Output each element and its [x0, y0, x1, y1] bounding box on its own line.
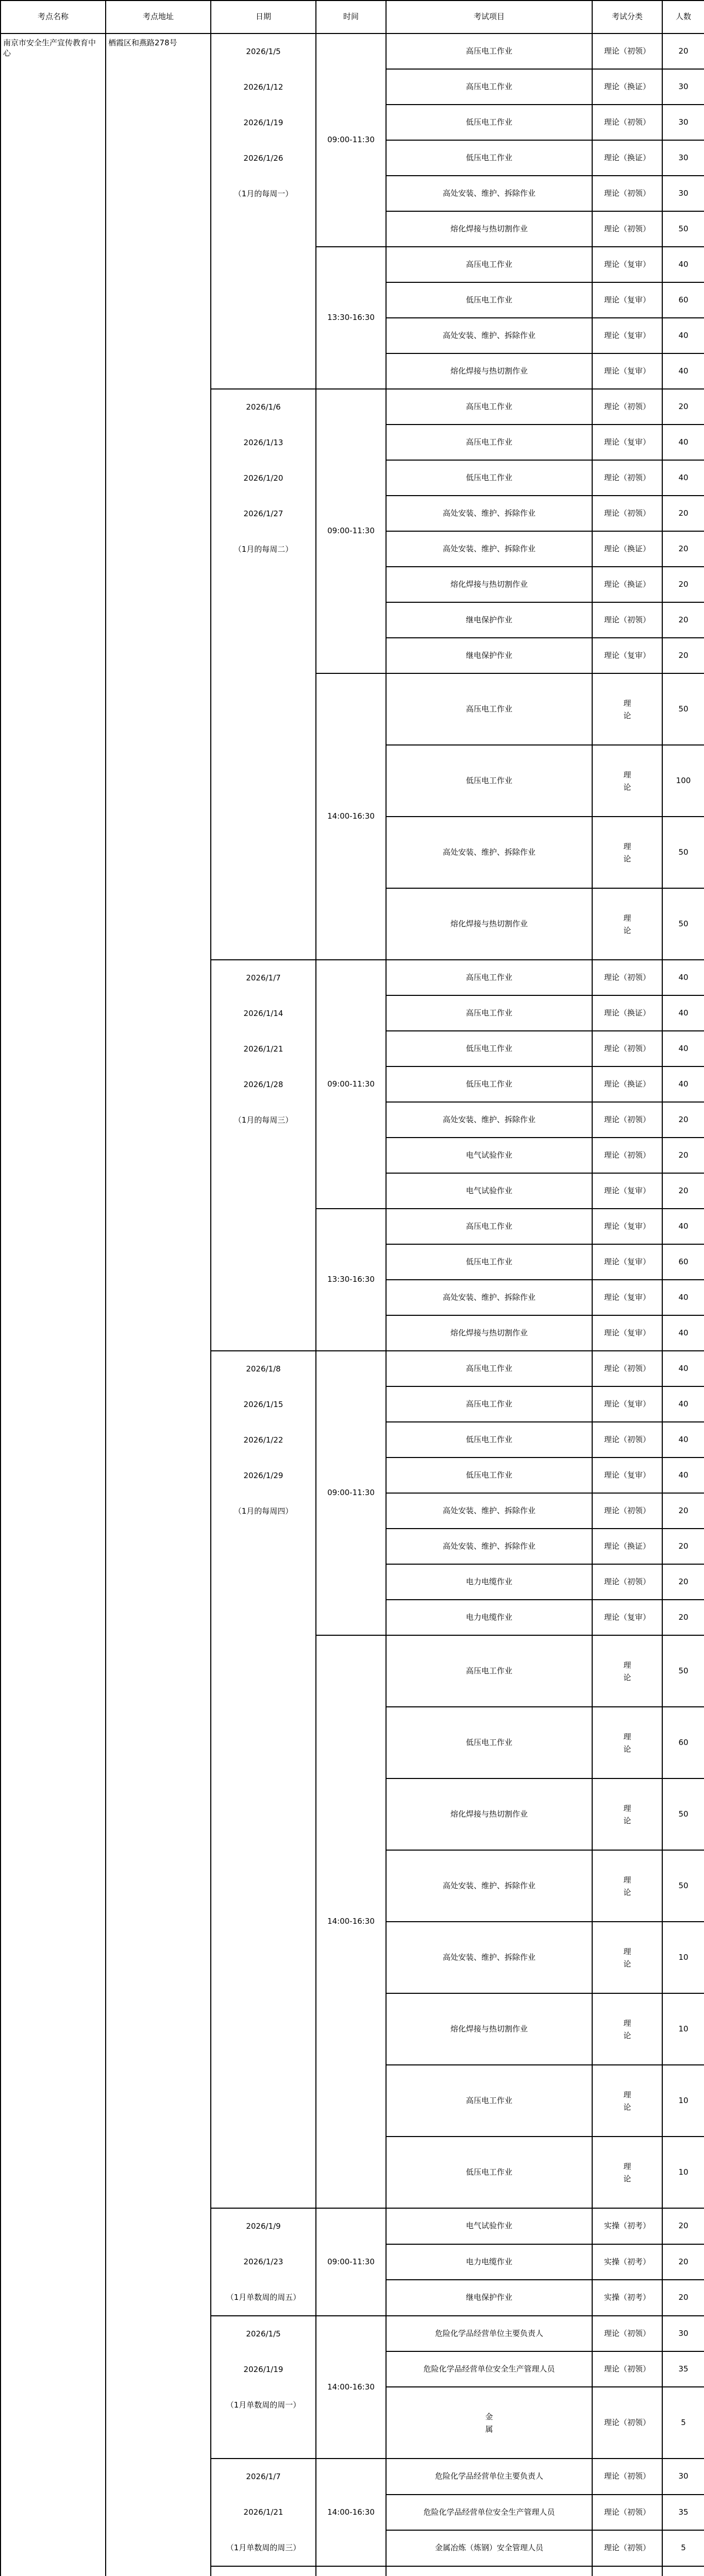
text-line: 论	[623, 782, 631, 792]
date-cell	[211, 2208, 316, 2316]
exam-item-cell: 熔化焊接与热切割作业	[386, 353, 592, 389]
exam-item-cell: 高处安装、维护、拆除作业	[386, 1922, 592, 1993]
date-line: 2026/1/14	[243, 1009, 283, 1018]
exam-category-cell	[592, 1850, 662, 1922]
exam-category-cell	[592, 745, 662, 817]
exam-category-cell: 理论（复审）	[592, 318, 662, 353]
exam-category-cell: 理论（换证）	[592, 1529, 662, 1564]
exam-item-cell: 高处安装、维护、拆除作业	[386, 531, 592, 567]
headcount-cell: 30	[662, 2316, 704, 2351]
headcount-cell: 20	[662, 1564, 704, 1600]
text-line: 理	[623, 2161, 631, 2171]
exam-item-cell: 电气试验作业	[386, 1138, 592, 1173]
exam-category-cell: 理论（初领）	[592, 33, 662, 69]
exam-category-cell	[592, 2137, 662, 2208]
exam-category-cell: 理论（初领）	[592, 960, 662, 995]
exam-category-cell: 理论（初领）	[592, 460, 662, 496]
exam-item-cell: 高压电工作业	[386, 1351, 592, 1386]
exam-category-cell	[592, 1635, 662, 1707]
time-cell: 14:00-16:30	[316, 2459, 386, 2566]
text-line: 理	[623, 2090, 631, 2099]
headcount-cell	[662, 2566, 704, 2576]
headcount-cell: 10	[662, 1922, 704, 1993]
headcount-cell: 40	[662, 1066, 704, 1102]
headcount-cell: 20	[662, 389, 704, 425]
date-line: （1月单数周的周一）	[226, 2400, 301, 2410]
text-line: 金	[485, 2412, 493, 2421]
exam-category-cell: 实操（初考）	[592, 2280, 662, 2316]
exam-category-cell	[592, 1922, 662, 1993]
headcount-cell: 35	[662, 2495, 704, 2531]
headcount-cell: 40	[662, 1280, 704, 1315]
headcount-cell: 60	[662, 1707, 704, 1778]
text-line: 论	[623, 1744, 631, 1754]
exam-item-cell: 低压电工作业	[386, 1458, 592, 1493]
exam-category-cell: 实操（初考）	[592, 2208, 662, 2244]
exam-item-cell: 高压电工作业	[386, 1635, 592, 1707]
text-line: 理	[623, 698, 631, 708]
exam-item-cell: 高压电工作业	[386, 425, 592, 460]
header-date: 日期	[211, 1, 316, 33]
exam-category-cell	[592, 1707, 662, 1778]
headcount-cell: 40	[662, 460, 704, 496]
date-line: （1月的每周一）	[233, 189, 293, 198]
exam-item-cell: 低压电工作业	[386, 1707, 592, 1778]
date-line: 2026/1/15	[243, 1400, 283, 1409]
exam-item-cell: 继电保护作业	[386, 638, 592, 673]
headcount-cell: 40	[662, 425, 704, 460]
exam-category-cell: 理论（复审）	[592, 247, 662, 282]
exam-category-cell: 理论（换证）	[592, 995, 662, 1031]
time-cell: 13:30-16:30	[316, 1209, 386, 1351]
date-line: 2026/1/19	[243, 118, 283, 127]
exam-category-cell: 理论（复审）	[592, 1458, 662, 1493]
time-cell: 13:30-16:30	[316, 247, 386, 389]
date-line: 2026/1/29	[243, 1471, 283, 1480]
exam-category-cell: 理论（初领）	[592, 1564, 662, 1600]
headcount-cell: 35	[662, 2351, 704, 2387]
exam-category-cell: 理论（复审）	[592, 1600, 662, 1635]
headcount-cell: 40	[662, 1209, 704, 1244]
headcount-cell: 20	[662, 2244, 704, 2280]
date-line: 2026/1/5	[246, 2329, 281, 2338]
header-site-address: 考点地址	[106, 1, 211, 33]
exam-item-cell: 继电保护作业	[386, 602, 592, 638]
exam-item-cell: 危险化学品经营单位主要负责人	[386, 2459, 592, 2495]
headcount-cell: 50	[662, 1778, 704, 1850]
date-line: （1月单数周的周五）	[226, 2293, 301, 2302]
text-line: 理	[623, 2018, 631, 2028]
header-headcount: 人数	[662, 1, 704, 33]
exam-category-cell: 理论（换证）	[592, 531, 662, 567]
exam-category-cell: 理论（复审）	[592, 1386, 662, 1422]
exam-category-cell: 理论（初领）	[592, 1422, 662, 1458]
exam-category-cell: 理论（初领）	[592, 389, 662, 425]
exam-item-cell: 熔化焊接与热切割作业	[386, 1993, 592, 2065]
exam-category-cell: 理论（初领）	[592, 1102, 662, 1138]
exam-item-cell: 高压电工作业	[386, 1209, 592, 1244]
headcount-cell: 60	[662, 282, 704, 318]
exam-category-cell	[592, 1993, 662, 2065]
headcount-cell: 40	[662, 353, 704, 389]
time-cell: 14:00-16:30	[316, 1635, 386, 2208]
exam-category-cell: 理论（复审）	[592, 282, 662, 318]
header-exam-category: 考试分类	[592, 1, 662, 33]
exam-item-cell: 高处安装、维护、拆除作业	[386, 176, 592, 211]
exam-category-cell	[592, 817, 662, 888]
exam-item-cell: 低压电工作业	[386, 282, 592, 318]
time-cell: 09:00-11:30	[316, 2208, 386, 2316]
exam-item-cell: 电力电缆作业	[386, 2244, 592, 2280]
headcount-cell: 5	[662, 2530, 704, 2566]
exam-category-cell: 理论（复审）	[592, 1244, 662, 1280]
headcount-cell: 20	[662, 1138, 704, 1173]
headcount-cell: 100	[662, 745, 704, 817]
time-cell: 09:00-11:30	[316, 33, 386, 247]
headcount-cell: 40	[662, 1458, 704, 1493]
date-line: 2026/1/12	[243, 82, 283, 92]
exam-category-cell: 理论（初领）	[592, 105, 662, 140]
headcount-cell: 20	[662, 1493, 704, 1529]
date-line: 2026/1/22	[243, 1435, 283, 1445]
date-line: 2026/1/27	[243, 509, 283, 518]
headcount-cell: 40	[662, 1031, 704, 1066]
exam-item-cell	[386, 2387, 592, 2459]
headcount-cell: 40	[662, 247, 704, 282]
headcount-cell: 30	[662, 176, 704, 211]
headcount-cell: 20	[662, 1102, 704, 1138]
headcount-cell: 50	[662, 1850, 704, 1922]
exam-category-cell: 理论（复审）	[592, 1315, 662, 1351]
date-cell	[211, 2566, 316, 2576]
headcount-cell: 50	[662, 817, 704, 888]
date-line: （1月的每周四）	[233, 1506, 293, 1516]
date-line: （1月的每周二）	[233, 545, 293, 554]
headcount-cell: 20	[662, 567, 704, 602]
exam-item-cell: 低压电工作业	[386, 2137, 592, 2208]
exam-item-cell: 电气试验作业	[386, 1173, 592, 1209]
exam-item-cell: 高压电工作业	[386, 33, 592, 69]
exam-item-cell: 继电保护作业	[386, 2280, 592, 2316]
exam-category-cell	[592, 673, 662, 745]
exam-item-cell: 高压电工作业	[386, 2065, 592, 2137]
text-line: 理	[623, 770, 631, 779]
time-cell	[316, 2566, 386, 2576]
exam-item-cell: 危险化学品经营单位主要负责人	[386, 2316, 592, 2351]
text-line: 理	[623, 1803, 631, 1813]
headcount-cell: 40	[662, 1386, 704, 1422]
headcount-cell: 60	[662, 1244, 704, 1280]
text-line: 论	[623, 2102, 631, 2112]
time-cell: 09:00-11:30	[316, 1351, 386, 1635]
date-line	[211, 2567, 315, 2576]
text-line: 理	[623, 1875, 631, 1885]
headcount-cell: 40	[662, 960, 704, 995]
date-line: 2026/1/7	[246, 2472, 281, 2481]
headcount-cell: 20	[662, 2208, 704, 2244]
headcount-cell: 40	[662, 318, 704, 353]
headcount-cell: 20	[662, 638, 704, 673]
text-line: 理	[623, 1660, 631, 1670]
date-line: 2026/1/21	[243, 1044, 283, 1054]
date-cell	[211, 389, 316, 960]
date-cell	[211, 960, 316, 1351]
date-line: 2026/1/23	[243, 2257, 283, 2266]
headcount-cell: 20	[662, 531, 704, 567]
date-line: （1月单数周的周三）	[226, 2543, 301, 2552]
date-line: 2026/1/9	[246, 2222, 281, 2231]
exam-item-cell: 高处安装、维护、拆除作业	[386, 318, 592, 353]
headcount-cell: 40	[662, 995, 704, 1031]
headcount-cell: 20	[662, 2280, 704, 2316]
exam-item-cell: 低压电工作业	[386, 1066, 592, 1102]
headcount-cell: 30	[662, 140, 704, 176]
date-line: 2026/1/8	[246, 1364, 281, 1374]
exam-category-cell: 理论（换证）	[592, 140, 662, 176]
headcount-cell: 50	[662, 1635, 704, 1707]
headcount-cell: 30	[662, 69, 704, 105]
text-line: 论	[623, 854, 631, 863]
exam-item-cell: 高压电工作业	[386, 247, 592, 282]
exam-category-cell: 理论（初领）	[592, 2459, 662, 2495]
text-line: 理	[623, 1946, 631, 1956]
exam-category-cell: 理论（初领）	[592, 2495, 662, 2531]
table-row	[1, 33, 704, 69]
exam-item-cell: 高压电工作业	[386, 960, 592, 995]
exam-item-cell: 低压电工作业	[386, 1422, 592, 1458]
exam-item-cell: 低压电工作业	[386, 460, 592, 496]
exam-category-cell: 实操（初考）	[592, 2244, 662, 2280]
time-cell: 14:00-16:30	[316, 673, 386, 960]
exam-item-cell: 电力电缆作业	[386, 1600, 592, 1635]
exam-item-cell	[386, 2566, 592, 2576]
exam-item-cell: 高处安装、维护、拆除作业	[386, 1850, 592, 1922]
exam-category-cell: 理论（初领）	[592, 2387, 662, 2459]
exam-category-cell: 理论（复审）	[592, 425, 662, 460]
headcount-cell: 20	[662, 33, 704, 69]
exam-item-cell: 危险化学品经营单位安全生产管理人员	[386, 2351, 592, 2387]
exam-category-cell: 理论（换证）	[592, 1066, 662, 1102]
exam-item-cell: 高处安装、维护、拆除作业	[386, 496, 592, 531]
table-body	[1, 1, 704, 2576]
exam-category-cell: 理论（初领）	[592, 602, 662, 638]
exam-item-cell: 高处安装、维护、拆除作业	[386, 1280, 592, 1315]
exam-item-cell: 低压电工作业	[386, 140, 592, 176]
time-cell: 09:00-11:30	[316, 389, 386, 673]
date-cell	[211, 2459, 316, 2566]
exam-item-cell: 高压电工作业	[386, 69, 592, 105]
exam-item-cell: 低压电工作业	[386, 1244, 592, 1280]
text-line: 理	[623, 1732, 631, 1741]
text-line: 理	[623, 913, 631, 923]
headcount-cell: 30	[662, 105, 704, 140]
exam-item-cell: 高压电工作业	[386, 389, 592, 425]
date-line: 2026/1/28	[243, 1080, 283, 1089]
exam-category-cell: 理论（复审）	[592, 1173, 662, 1209]
date-line: 2026/1/13	[243, 438, 283, 447]
exam-category-cell	[592, 888, 662, 960]
text-line: 论	[623, 1816, 631, 1825]
exam-item-cell: 熔化焊接与热切割作业	[386, 1315, 592, 1351]
headcount-cell: 10	[662, 1993, 704, 2065]
headcount-cell: 50	[662, 673, 704, 745]
exam-item-cell: 熔化焊接与热切割作业	[386, 1778, 592, 1850]
date-line: （1月的每周三）	[233, 1115, 293, 1125]
header-row	[1, 1, 704, 33]
text-line: 论	[623, 2030, 631, 2040]
headcount-cell: 20	[662, 602, 704, 638]
header-site-name: 考点名称	[1, 1, 106, 33]
header-exam-item: 考试项目	[386, 1, 592, 33]
exam-item-cell: 高压电工作业	[386, 1386, 592, 1422]
exam-category-cell: 理论（初领）	[592, 1031, 662, 1066]
date-line: 2026/1/19	[243, 2365, 283, 2374]
time-cell: 14:00-16:30	[316, 2316, 386, 2459]
exam-item-cell: 高压电工作业	[386, 995, 592, 1031]
exam-category-cell: 理论（复审）	[592, 638, 662, 673]
exam-category-cell: 理论（初领）	[592, 211, 662, 247]
exam-item-cell: 熔化焊接与热切割作业	[386, 211, 592, 247]
exam-category-cell	[592, 1778, 662, 1850]
site-address-cell: 栖霞区和燕路278号	[106, 33, 211, 2576]
headcount-cell: 10	[662, 2065, 704, 2137]
exam-item-cell: 高处安装、维护、拆除作业	[386, 1529, 592, 1564]
exam-item-cell: 电气试验作业	[386, 2208, 592, 2244]
exam-item-cell: 高压电工作业	[386, 673, 592, 745]
exam-item-cell: 高处安装、维护、拆除作业	[386, 1102, 592, 1138]
date-line: 2026/1/26	[243, 154, 283, 163]
exam-category-cell: 理论（换证）	[592, 567, 662, 602]
exam-category-cell	[592, 2065, 662, 2137]
headcount-cell: 20	[662, 1600, 704, 1635]
headcount-cell: 40	[662, 1315, 704, 1351]
exam-category-cell: 理论（换证）	[592, 69, 662, 105]
headcount-cell: 40	[662, 1422, 704, 1458]
headcount-cell: 10	[662, 2137, 704, 2208]
exam-item-cell: 危险化学品经营单位安全生产管理人员	[386, 2495, 592, 2531]
exam-category-cell: 理论（初领）	[592, 176, 662, 211]
exam-item-cell: 低压电工作业	[386, 105, 592, 140]
headcount-cell: 5	[662, 2387, 704, 2459]
exam-item-cell: 低压电工作业	[386, 1031, 592, 1066]
date-line: 2026/1/7	[246, 973, 281, 982]
headcount-cell: 20	[662, 496, 704, 531]
exam-category-cell	[592, 2566, 662, 2576]
text-line: 论	[623, 1672, 631, 1682]
headcount-cell: 50	[662, 211, 704, 247]
headcount-cell: 50	[662, 888, 704, 960]
site-name-cell: 南京市安全生产宣传教育中心	[1, 33, 106, 2576]
text-line: 论	[623, 1959, 631, 1969]
text-line: 论	[623, 710, 631, 720]
date-line: 2026/1/21	[243, 2507, 283, 2517]
exam-category-cell: 理论（初领）	[592, 2530, 662, 2566]
text-line: 理	[623, 841, 631, 851]
headcount-cell: 40	[662, 1351, 704, 1386]
text-line: 论	[623, 1887, 631, 1897]
exam-item-cell: 熔化焊接与热切割作业	[386, 567, 592, 602]
exam-category-cell: 理论（初领）	[592, 2316, 662, 2351]
exam-item-cell: 低压电工作业	[386, 745, 592, 817]
date-cell	[211, 33, 316, 389]
headcount-cell: 20	[662, 1173, 704, 1209]
exam-category-cell: 理论（初领）	[592, 1351, 662, 1386]
exam-item-cell: 金属冶炼（炼钢）安全管理人员	[386, 2530, 592, 2566]
time-cell: 09:00-11:30	[316, 960, 386, 1209]
exam-item-cell: 高处安装、维护、拆除作业	[386, 817, 592, 888]
text-line: 论	[623, 925, 631, 935]
date-line: 2026/1/6	[246, 402, 281, 412]
exam-category-cell: 理论（初领）	[592, 496, 662, 531]
exam-item-cell: 熔化焊接与热切割作业	[386, 888, 592, 960]
exam-category-cell: 理论（复审）	[592, 353, 662, 389]
exam-category-cell: 理论（初领）	[592, 1493, 662, 1529]
text-line: 论	[623, 2174, 631, 2183]
exam-category-cell: 理论（初领）	[592, 2351, 662, 2387]
date-cell	[211, 1351, 316, 2208]
date-line: 2026/1/5	[246, 47, 281, 56]
date-cell	[211, 2316, 316, 2459]
headcount-cell: 20	[662, 1529, 704, 1564]
text-line: 属	[485, 2424, 493, 2434]
exam-category-cell: 理论（复审）	[592, 1280, 662, 1315]
date-line: 2026/1/20	[243, 473, 283, 483]
headcount-cell: 30	[662, 2459, 704, 2495]
exam-category-cell: 理论（复审）	[592, 1209, 662, 1244]
exam-item-cell: 电力电缆作业	[386, 1564, 592, 1600]
exam-item-cell: 高处安装、维护、拆除作业	[386, 1493, 592, 1529]
header-time: 时间	[316, 1, 386, 33]
exam-category-cell: 理论（初领）	[592, 1138, 662, 1173]
